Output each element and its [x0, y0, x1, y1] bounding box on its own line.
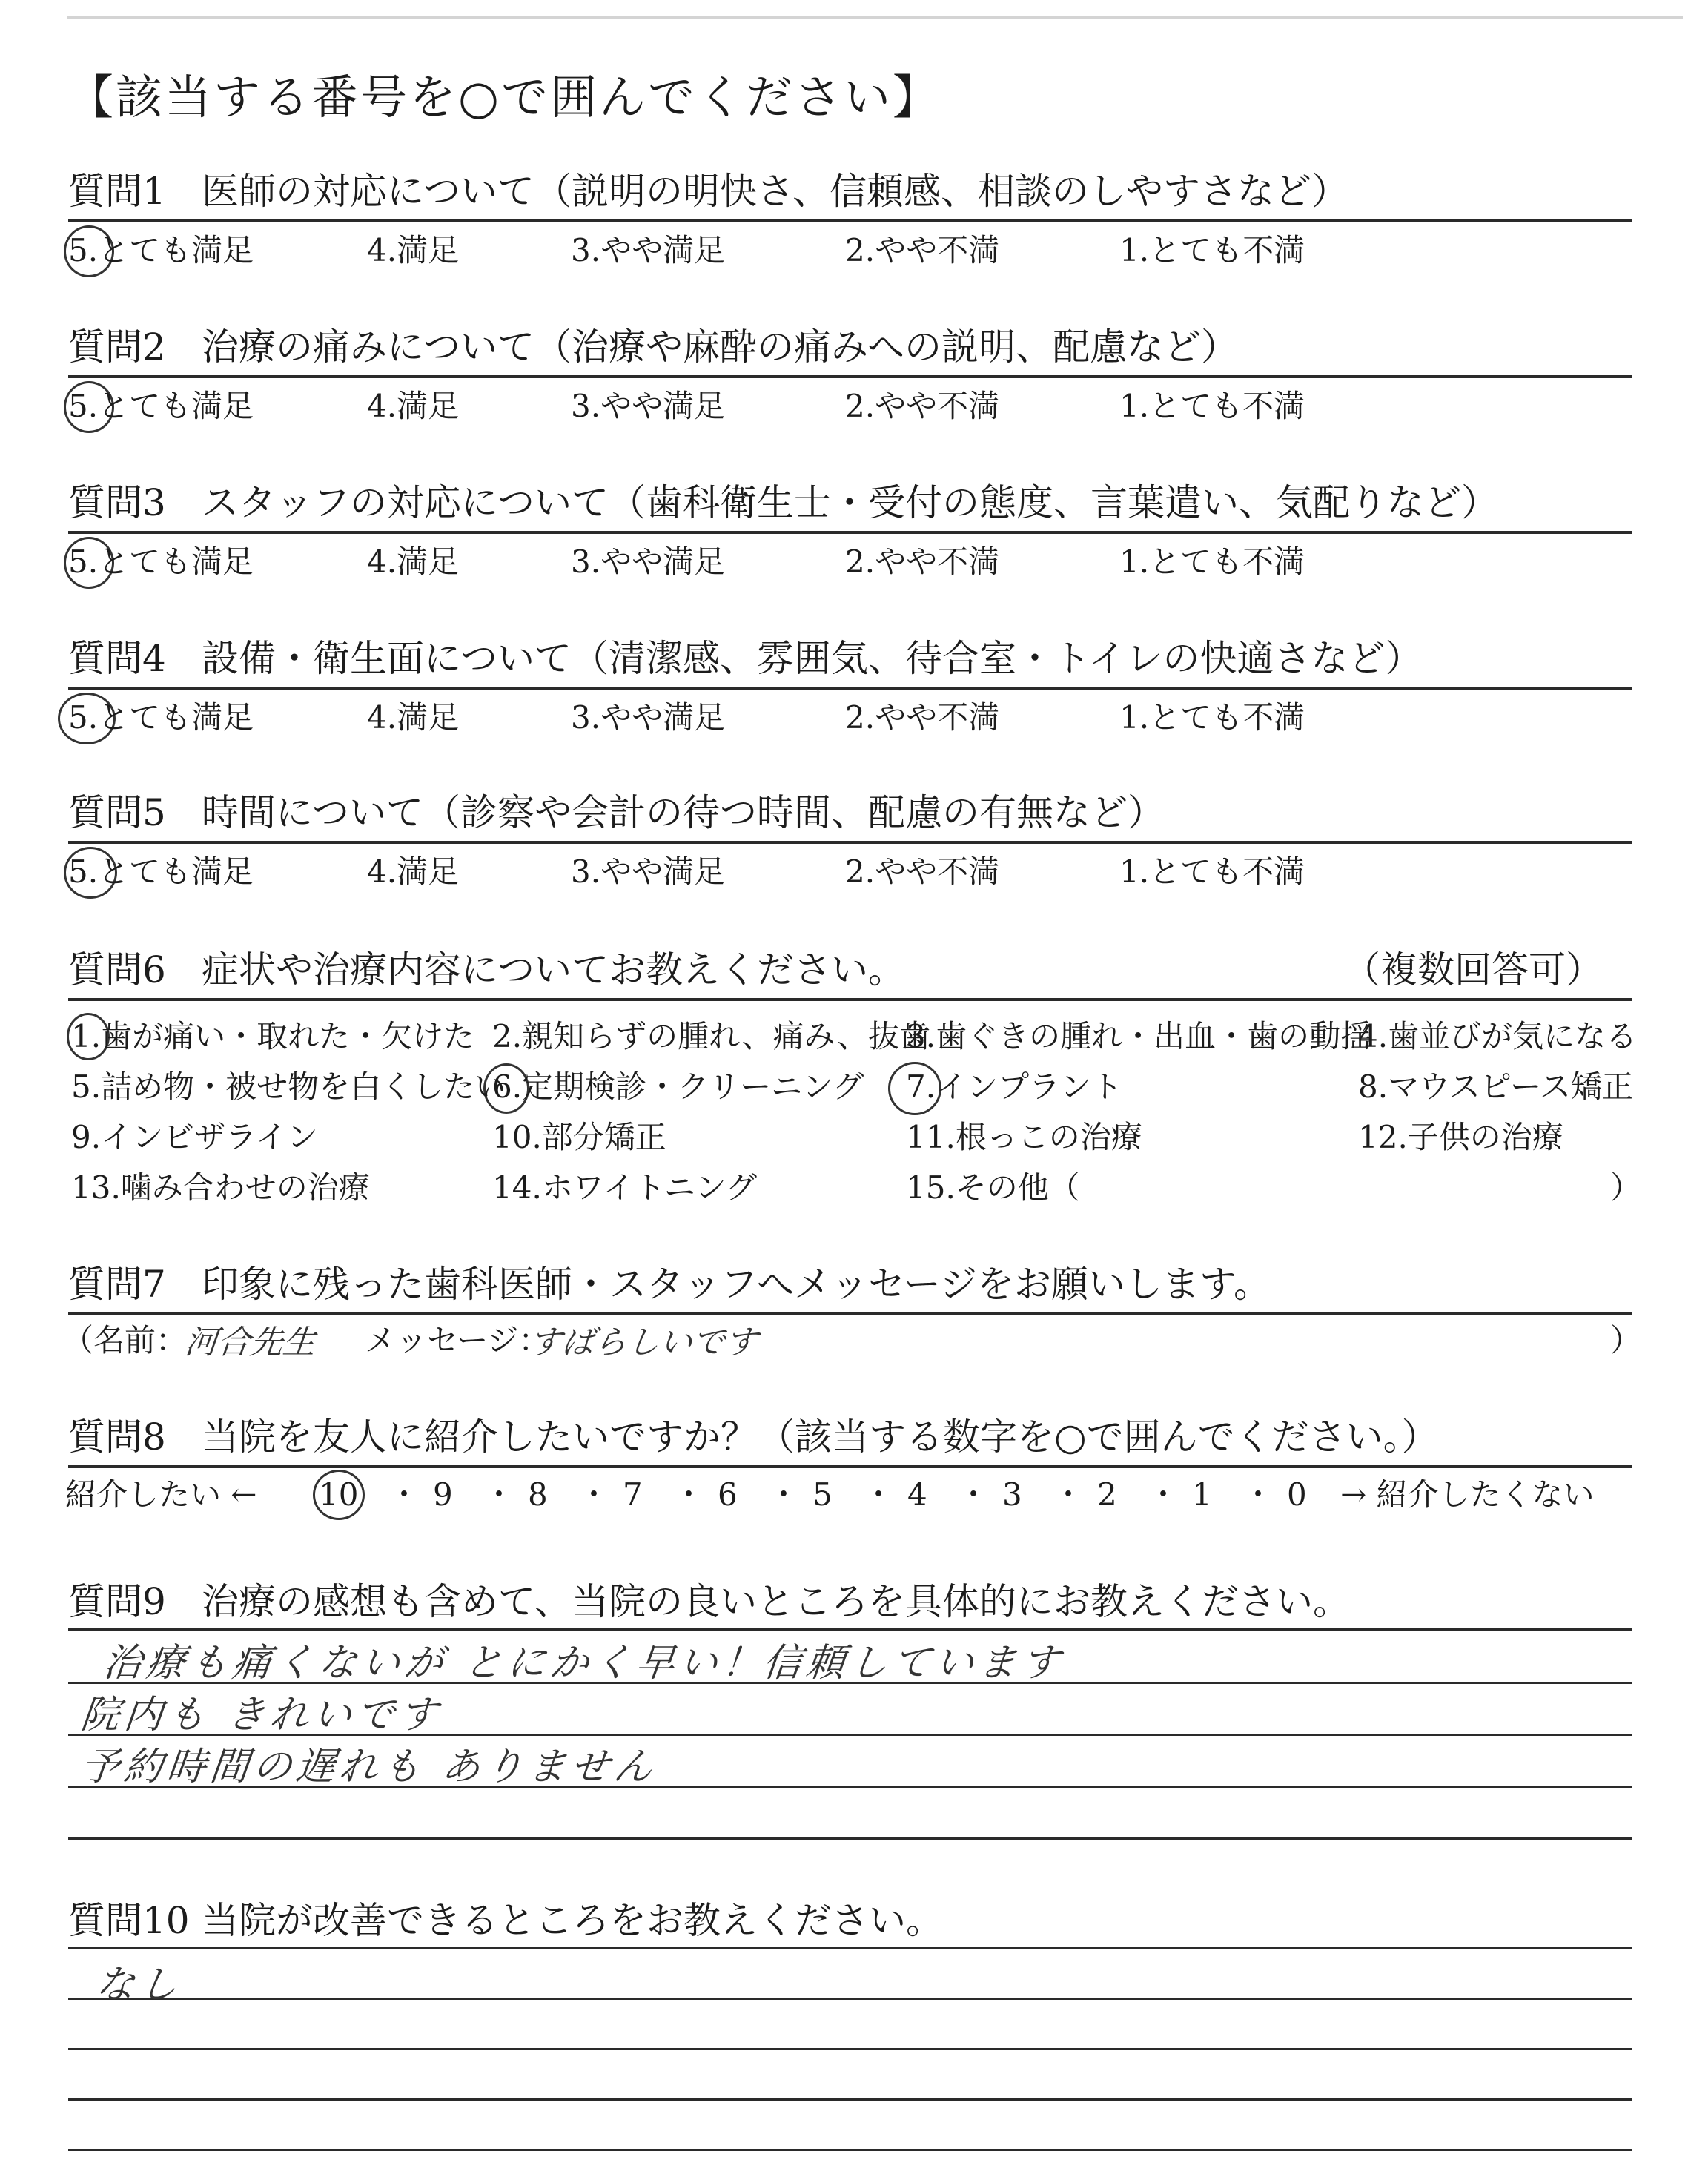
rating-option-1[interactable]: 1.とても不満	[1119, 699, 1305, 736]
question-9	[68, 1571, 1632, 1630]
question-2	[68, 316, 1632, 424]
symptom-option-7[interactable]: 7.インプラント	[906, 1069, 1123, 1105]
scale-dot: ・	[768, 1476, 800, 1513]
recommend-scale	[65, 1474, 1632, 1519]
rating-option-4[interactable]: 4.満足	[367, 853, 460, 890]
question-1	[68, 160, 1632, 268]
answer-line	[68, 2048, 1632, 2050]
other-close-paren: ）	[1610, 1169, 1642, 1206]
name-handwriting[interactable]: 河合先生	[182, 1324, 318, 1361]
rating-option-4[interactable]: 4.満足	[367, 232, 460, 268]
rating-row	[68, 537, 1632, 589]
question-3	[68, 472, 1632, 580]
rating-option-5[interactable]: 5.とても満足	[68, 388, 254, 424]
handwritten-answer-line-3[interactable]: 予約時間の遅れも ありません	[79, 1745, 660, 1789]
rating-option-2[interactable]: 2.やや不満	[845, 544, 1000, 580]
question-text: 印象に残った歯科医師・スタッフへメッセージをお願いします。	[202, 1263, 1271, 1306]
question-number: 質問2	[68, 326, 166, 369]
rating-row	[68, 693, 1632, 744]
rating-option-2[interactable]: 2.やや不満	[845, 388, 1000, 424]
question-number: 質問4	[68, 637, 166, 680]
question-number: 質問6	[68, 948, 166, 991]
rating-option-5[interactable]: 5.とても満足	[68, 544, 254, 580]
symptom-option-9[interactable]: 9.インビザライン	[71, 1119, 318, 1155]
handwritten-answer-line-1[interactable]: 治療も痛くないが とにかく早い！	[101, 1641, 768, 1685]
answer-line	[68, 2149, 1632, 2151]
symptom-option-1[interactable]: 1.歯が痛い・取れた・欠けた	[71, 1018, 475, 1054]
rating-option-2[interactable]: 2.やや不満	[845, 853, 1000, 890]
question-5	[68, 782, 1632, 890]
divider	[68, 841, 1632, 844]
question-10	[68, 1889, 1632, 1949]
handwritten-answer-line-2[interactable]: 院内も きれいです	[79, 1693, 445, 1737]
scale-dot: ・	[1053, 1476, 1085, 1513]
message-handwriting[interactable]: すばらしいです	[526, 1324, 760, 1361]
question-8	[65, 1406, 1632, 1517]
rating-option-2[interactable]: 2.やや不満	[845, 699, 1000, 736]
symptom-option-5[interactable]: 5.詰め物・被せ物を白くしたい	[71, 1069, 506, 1105]
question-7	[62, 1253, 1642, 1364]
rating-row	[68, 225, 1632, 277]
symptom-option-2[interactable]: 2.親知らずの腫れ、痛み、抜歯	[492, 1018, 931, 1054]
scale-dot: ・	[1148, 1476, 1179, 1513]
question-text: 医師の対応について（説明の明快さ、信頼感、相談のしやすさなど）	[202, 170, 1348, 213]
answer-line	[68, 1628, 1632, 1631]
question-text: 治療の感想も含めて、当院の良いところを具体的にお教えください。	[202, 1580, 1350, 1623]
rating-option-3[interactable]: 3.やや満足	[571, 388, 726, 424]
rating-option-5[interactable]: 5.とても満足	[68, 699, 254, 736]
question-text: 症状や治療内容についてお教えください。	[202, 948, 905, 991]
question-text: 治療の痛みについて（治療や麻酔の痛みへの説明、配慮など）	[202, 326, 1238, 369]
rating-option-5[interactable]: 5.とても満足	[68, 853, 254, 890]
name-label: （名前：	[62, 1322, 188, 1358]
symptom-option-11[interactable]: 11.根っこの治療	[906, 1119, 1142, 1155]
divider	[68, 998, 1632, 1001]
scale-dot: ・	[863, 1476, 895, 1513]
recommend-left-label: 紹介したい ←	[65, 1476, 257, 1513]
scale-dot: ・	[483, 1476, 515, 1513]
question-number: 質問3	[68, 481, 166, 524]
symptom-option-6[interactable]: 6.定期検診・クリーニング	[492, 1069, 864, 1105]
rating-option-4[interactable]: 4.満足	[367, 699, 460, 736]
scale-option-4[interactable]: 4	[907, 1476, 927, 1513]
question-text: 時間について（診察や会計の待つ時間、配慮の有無など）	[202, 791, 1165, 834]
symptom-option-3[interactable]: 3.歯ぐきの腫れ・出血・歯の動揺	[906, 1018, 1372, 1054]
rating-row	[68, 381, 1632, 433]
scale-dot: ・	[578, 1476, 610, 1513]
scale-dot: ・	[388, 1476, 420, 1513]
multi-answer-note: （複数回答可）	[1343, 948, 1603, 991]
rating-option-1[interactable]: 1.とても不満	[1119, 544, 1305, 580]
scale-option-10[interactable]: 10	[319, 1476, 359, 1513]
question-number: 質問1	[68, 170, 166, 213]
top-border	[67, 16, 1683, 19]
divider	[68, 1465, 1632, 1468]
question-4	[68, 627, 1632, 736]
symptom-option-15[interactable]: 15.その他（	[906, 1169, 1080, 1206]
question-number: 質問7	[68, 1263, 166, 1306]
message-label: メッセージ：	[365, 1322, 550, 1358]
rating-option-1[interactable]: 1.とても不満	[1119, 388, 1305, 424]
symptom-option-8[interactable]: 8.マウスピース矯正	[1358, 1069, 1634, 1105]
scale-option-3[interactable]: 3	[1002, 1476, 1022, 1513]
scale-option-8[interactable]: 8	[528, 1476, 548, 1513]
symptom-option-10[interactable]: 10.部分矯正	[492, 1119, 666, 1155]
question-text: スタッフの対応について（歯科衛生士・受付の態度、言葉遣い、気配りなど）	[202, 481, 1498, 524]
scale-option-5[interactable]: 5	[812, 1476, 833, 1513]
question-text: 当院を友人に紹介したいですか？（該当する数字を○で囲んでください。）	[202, 1416, 1439, 1459]
scale-option-0[interactable]: 0	[1287, 1476, 1307, 1513]
scale-dot: ・	[1242, 1476, 1274, 1513]
divider	[68, 687, 1632, 690]
recommend-right-label: → 紹介したくない	[1340, 1476, 1595, 1513]
answer-line	[68, 1998, 1632, 2000]
question-number: 質問5	[68, 791, 166, 834]
answer-line	[68, 1837, 1632, 1840]
symptom-option-12[interactable]: 12.子供の治療	[1358, 1119, 1563, 1155]
question-number: 質問10	[68, 1899, 190, 1942]
answer-line	[68, 2098, 1632, 2101]
scale-option-9[interactable]: 9	[433, 1476, 453, 1513]
rating-option-3[interactable]: 3.やや満足	[571, 853, 726, 890]
question-number: 質問8	[68, 1416, 166, 1459]
symptom-option-14[interactable]: 14.ホワイトニング	[492, 1169, 758, 1206]
question-6	[68, 939, 1642, 1221]
rating-row	[68, 847, 1632, 899]
rating-option-3[interactable]: 3.やや満足	[571, 544, 726, 580]
divider	[68, 531, 1632, 534]
scale-option-1[interactable]: 1	[1192, 1476, 1212, 1513]
rating-option-4[interactable]: 4.満足	[367, 544, 460, 580]
divider	[68, 375, 1632, 378]
rating-option-1[interactable]: 1.とても不満	[1119, 853, 1305, 890]
page-title: 【該当する番号を○で囲んでください】	[67, 70, 941, 125]
message-close-paren: ）	[1610, 1322, 1642, 1358]
handwritten-improvement-answer[interactable]: なし	[93, 1963, 185, 2007]
symptom-option-13[interactable]: 13.噛み合わせの治療	[71, 1169, 370, 1206]
question-text: 設備・衛生面について（清潔感、雰囲気、待合室・トイレの快適さなど）	[202, 637, 1423, 680]
rating-option-5[interactable]: 5.とても満足	[68, 232, 254, 268]
rating-option-2[interactable]: 2.やや不満	[845, 232, 1000, 268]
handwritten-answer-line-1b[interactable]: 信頼しています	[761, 1641, 1067, 1685]
rating-option-3[interactable]: 3.やや満足	[571, 232, 726, 268]
scale-option-7[interactable]: 7	[623, 1476, 643, 1513]
rating-option-4[interactable]: 4.満足	[367, 388, 460, 424]
scale-dot: ・	[673, 1476, 705, 1513]
question-text: 当院が改善できるところをお教えください。	[202, 1899, 943, 1942]
divider	[68, 219, 1632, 222]
scale-option-2[interactable]: 2	[1097, 1476, 1117, 1513]
rating-option-1[interactable]: 1.とても不満	[1119, 232, 1305, 268]
scale-dot: ・	[958, 1476, 990, 1513]
question-number: 質問9	[68, 1580, 166, 1623]
symptom-option-4[interactable]: 4.歯並びが気になる	[1358, 1018, 1638, 1054]
rating-option-3[interactable]: 3.やや満足	[571, 699, 726, 736]
answer-line	[68, 1947, 1632, 1949]
scale-option-6[interactable]: 6	[718, 1476, 738, 1513]
